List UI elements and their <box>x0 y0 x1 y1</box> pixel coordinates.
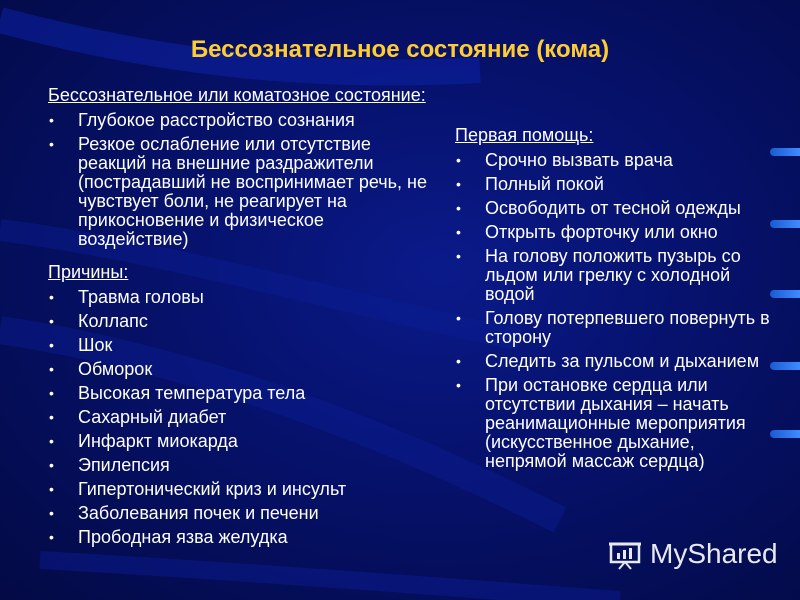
definition-list <box>48 111 428 249</box>
list-item-text: При остановке сердца или отсутствии дыхания – начать реанимационные мероприятия (искусственное дыхание, непрямой массаж сердца) <box>485 375 746 471</box>
list-item <box>48 336 428 355</box>
first-aid-list <box>455 151 775 471</box>
list-item <box>455 352 775 371</box>
list-item <box>48 528 428 547</box>
list-item <box>455 175 775 194</box>
bullet-icon: • <box>49 385 54 401</box>
list-item-text: Инфаркт миокарда <box>78 431 238 451</box>
list-item-text: Полный покой <box>485 174 604 194</box>
bullet-icon: • <box>456 200 461 216</box>
bullet-icon: • <box>456 353 461 369</box>
list-item-text: Открыть форточку или окно <box>485 222 718 242</box>
bullet-icon: • <box>456 248 461 264</box>
list-item <box>48 111 428 130</box>
bullet-icon: • <box>456 152 461 168</box>
bullet-icon: • <box>49 505 54 521</box>
list-item-text: Прободная язва желудка <box>78 527 288 547</box>
list-item <box>48 384 428 403</box>
list-item <box>455 309 775 347</box>
list-item-text: Обморок <box>78 359 153 379</box>
list-item <box>48 312 428 331</box>
list-item-text: Голову потерпевшего повернуть в сторону <box>485 308 770 347</box>
list-item-text: Заболевания почек и печени <box>78 503 319 523</box>
bullet-icon: • <box>49 112 54 128</box>
right-column <box>455 126 775 485</box>
list-item <box>48 432 428 451</box>
bullet-icon: • <box>456 377 461 393</box>
list-item-text: Высокая температура тела <box>78 383 306 403</box>
list-item <box>48 360 428 379</box>
bullet-icon: • <box>49 337 54 353</box>
bullet-icon: • <box>49 136 54 152</box>
list-item-text: Резкое ослабление или отсутствие реакций на внешние раздражители (пострадавший не воспринимает речь, не чувствует боли, не реагирует на прикосновение и физическое воздействие) <box>78 134 427 249</box>
list-item <box>455 247 775 304</box>
myshared-logo <box>608 536 778 572</box>
causes-list <box>48 288 428 547</box>
list-item-text: Следить за пульсом и дыханием <box>485 351 760 371</box>
bullet-icon: • <box>49 409 54 425</box>
first-aid-heading: Первая помощь: <box>455 125 594 145</box>
bullet-icon: • <box>49 529 54 545</box>
list-item-text: Срочно вызвать врача <box>485 150 673 170</box>
list-item-text: На голову положить пузырь со льдом или грелку с холодной водой <box>485 246 741 304</box>
list-item <box>48 135 428 249</box>
list-item-text: Освободить от тесной одежды <box>485 198 741 218</box>
causes-heading: Причины: <box>48 262 129 282</box>
list-item-text: Шок <box>78 335 113 355</box>
list-item-text: Травма головы <box>78 287 204 307</box>
list-item <box>48 456 428 475</box>
logo-text: MyShared <box>650 538 778 569</box>
presentation-icon <box>608 538 642 570</box>
list-item-text: Глубокое расстройство сознания <box>78 110 355 130</box>
list-item-text: Коллапс <box>78 311 148 331</box>
bullet-icon: • <box>49 457 54 473</box>
list-item-text: Сахарный диабет <box>78 407 227 427</box>
list-item <box>48 288 428 307</box>
list-item <box>455 376 775 471</box>
list-item <box>455 151 775 170</box>
list-item <box>48 480 428 499</box>
bullet-icon: • <box>456 176 461 192</box>
bullet-icon: • <box>456 224 461 240</box>
bullet-icon: • <box>49 313 54 329</box>
bullet-icon: • <box>456 310 461 326</box>
bullet-icon: • <box>49 481 54 497</box>
definition-heading: Бессознательное или коматозное состояние: <box>48 85 426 105</box>
left-column <box>48 86 428 561</box>
list-item <box>455 223 775 242</box>
list-item <box>48 408 428 427</box>
list-item <box>455 199 775 218</box>
list-item-text: Эпилепсия <box>78 455 170 475</box>
bullet-icon: • <box>49 433 54 449</box>
list-item <box>48 504 428 523</box>
page-title: Бессознательное состояние (кома) <box>190 36 610 63</box>
bullet-icon: • <box>49 361 54 377</box>
list-item-text: Гипертонический криз и инсульт <box>78 479 347 499</box>
bullet-icon: • <box>49 289 54 305</box>
